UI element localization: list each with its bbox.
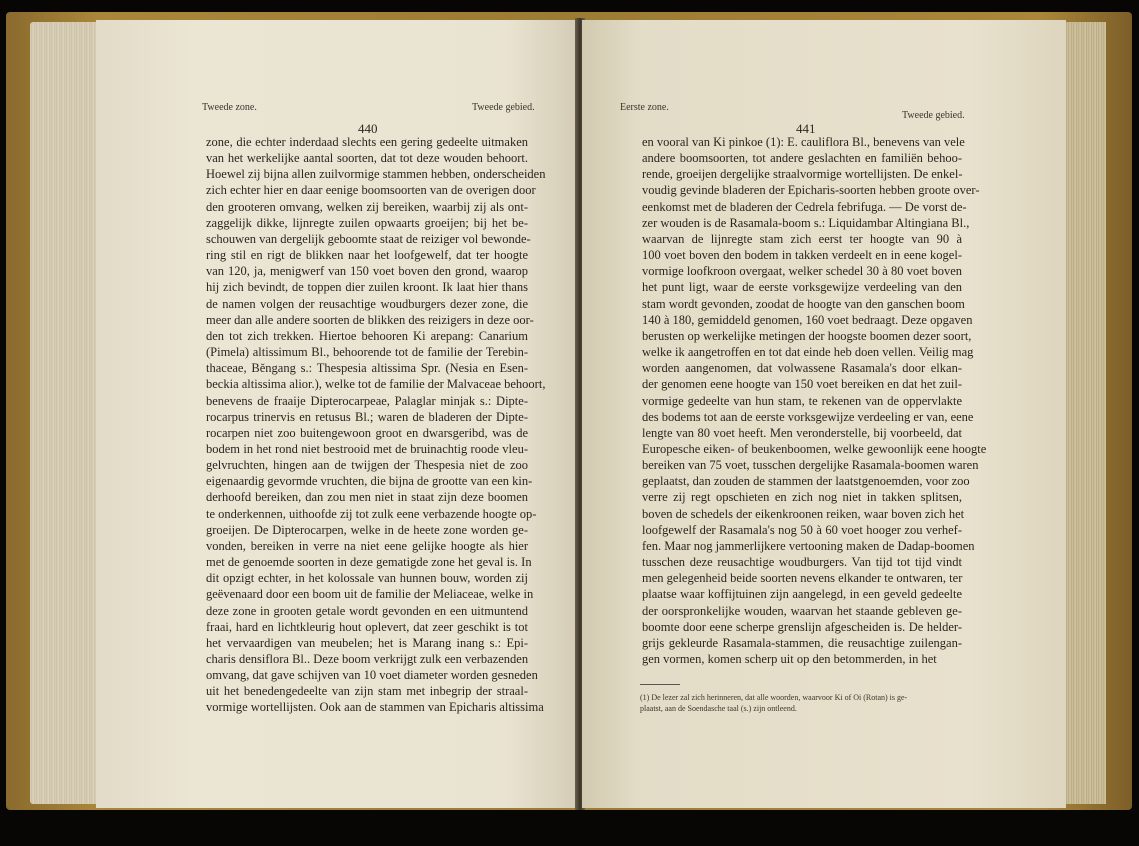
text-line: 100 voet boven den bodem in takken verdeelt en in eene kogel- <box>642 248 962 263</box>
left-section-head: Tweede gebied. <box>472 102 535 113</box>
text-line: eenkomst met de bladeren der Cedrela febrifuga. — De vorst de- <box>642 199 967 214</box>
text-line: groeijen. De Dipterocarpen, welke in de heete zone worden ge- <box>206 522 528 537</box>
text-line: (Pimela) altissimum Bl., behoorende tot de familie der Terebin- <box>206 345 528 360</box>
text-line: fen. Maar nog jammerlijkere vertooning maken de Dadap-boomen <box>642 538 975 553</box>
text-line: ring stil en rigt de blikken naar het loofgewelf, dat ter hoogte <box>206 248 528 263</box>
text-line: vormige wortellijsten. Ook aan de stammen van Epicharis altissima <box>206 700 544 715</box>
text-line: zer wouden is de Rasamala-boom s.: Liquidambar Altingiana Bl., <box>642 215 970 230</box>
text-line: geplaatst, dan zouden de stammen der laatstgenoemden, voor zoo <box>642 474 970 489</box>
right-running-head: Eerste zone. <box>620 102 669 113</box>
footnote <box>640 692 960 714</box>
text-line: andere boomsoorten, tot andere geslachten en familiën behoo- <box>642 151 962 166</box>
text-line: eigenaardig gevormde vruchten, die bijna de grootte van een kin- <box>206 474 533 489</box>
text-line: men gelegenheid beide soorten nevens elkander te ontwaren, ter <box>642 571 963 586</box>
text-line: deze zone in grooten getale wordt gevonden en een uitmuntend <box>206 603 528 618</box>
text-line: en vooral van Ki pinkoe (1): E. cauliflora Bl., benevens van vele <box>642 135 965 149</box>
right-page-number: 441 <box>796 121 816 136</box>
text-line: des bodems tot aan de eerste vorksgewijze verdeeling er van, eene <box>642 409 974 424</box>
text-line: uit het benedengedeelte van zijn stam met inbegrip der straal- <box>206 684 528 699</box>
left-page <box>96 20 578 808</box>
text-line: verre zij regt opschieten en zich nog niet in takken splitsen, <box>642 490 962 505</box>
text-line: plaatse waar koffijtuinen zijn aangelegd, in een geveld gedeelte <box>642 587 962 602</box>
left-running-head: Tweede zone. <box>202 102 257 113</box>
text-line: grijs gekleurde Rasamala-stammen, die reusachtige zuilengan- <box>642 635 962 650</box>
text-line: worden aangenomen, dat volwassene Rasamala's door elkan- <box>642 361 962 376</box>
text-line: vormige loofkroon overgaat, welker schedel 30 à 80 voet boven <box>642 264 962 279</box>
text-line: berusten op werkelijke metingen der hoogste boomen dezer soort, <box>642 328 972 343</box>
text-line: derhoofd bereiken, dan zou men niet in staat zijn deze boomen <box>206 490 528 505</box>
text-line: charis densiflora Bl.. Deze boom verkrijgt zulk een verbazenden <box>206 652 529 666</box>
text-line: het vervaardigen van meubelen; het is Marang inang s.: Epi- <box>206 635 528 650</box>
text-line: waarvan de lijnregte stam zich eerst ter hoogte van 90 à <box>642 231 962 246</box>
text-line: den grooteren omvang, welken zij bereiken, waarbij zij als ont- <box>206 199 528 214</box>
left-body-text <box>206 134 546 716</box>
footnote-rule <box>640 684 680 685</box>
text-line: omvang, dat gave schijven van 10 voet diameter worden gesneden <box>206 668 538 683</box>
text-line: boomte door eene scherpe grenslijn afgescheiden is. De helder- <box>642 619 962 634</box>
text-line: boven de schedels der eikenkroonen reiken, waar boven zich het <box>642 506 965 521</box>
text-line: vonden, bereiken in verre na niet eene gelijke hoogte als hier <box>206 538 528 553</box>
text-line: geëvenaard door een boom uit de familie der Meliaceae, welke in <box>206 587 534 602</box>
text-line: 140 à 180, gemiddeld genomen, 160 voet bedraagt. Deze opgaven <box>642 312 973 327</box>
text-line: der genomen eene hoogte van 150 voet bereiken en dat het zuil- <box>642 377 962 392</box>
text-line: hij zich bevindt, de toppen dier zuilen kroont. Ik laat hier thans <box>206 280 528 295</box>
text-line: bereiken van 75 voet, tusschen dergelijke Rasamala-boomen waren <box>642 458 979 473</box>
text-line: bodem in het rond niet bestrooid met de bruinachtig roode vleu- <box>206 441 528 456</box>
text-line: van het werkelijke aantal soorten, dat tot deze wouden behoort. <box>206 151 528 166</box>
text-line: tusschen deze reusachtige woudburgers. Van tijd tot tijd vindt <box>642 555 962 570</box>
text-line: voudig gevinde bladeren der Epicharis-soorten hebben groote over- <box>642 183 980 198</box>
text-line: thaceae, Běngang s.: Thespesia altissima Spr. (Nesia en Esen- <box>206 361 528 376</box>
text-line: te onderkennen, uithoofde zij tot zulk eene verbazende hoogte op- <box>206 506 537 521</box>
text-line: lengte van 80 voet heeft. Men veronderstelle, bij voorbeeld, dat <box>642 425 962 440</box>
text-line: zich echter hier en daar eenige boomsoorten van de overigen door <box>206 183 536 198</box>
text-line: beckia altissima alior.), welke tot de familie der Malvaceae behoort, <box>206 377 546 392</box>
text-line: rocarpen niet zoo buitengewoon groot en dwarsgeribd, was de <box>206 425 528 440</box>
text-line: van 120, ja, menigwerf van 150 voet boven den grond, waarop <box>206 264 528 279</box>
right-section-head: Tweede gebied. <box>902 110 965 121</box>
text-line: vormige gedeelte van hun stam, te rekenen van de oppervlakte <box>642 393 962 408</box>
text-line: der oorspronkelijke wouden, waarvan het staande gebleven ge- <box>642 603 962 618</box>
text-line: Hoewel zij bijna allen zuilvormige stammen hebben, onderscheiden <box>206 167 546 182</box>
text-line: gen vormen, komen scherp uit op den betommerden, in het <box>642 652 937 666</box>
text-line: (1) De lezer zal zich herinneren, dat alle woorden, waarvoor Ki of Oi (Rotan) is ge- <box>640 693 908 702</box>
text-line: welke ik aangetroffen en tot dat einde heb doen vellen. Veilig mag <box>642 345 974 360</box>
text-line: het punt ligt, waar de eerste vorksgewijze verdeeling van den <box>642 280 962 295</box>
text-line: de namen volgen der reusachtige woudburgers dezer zone, die <box>206 296 528 311</box>
text-line: dit opzigt echter, in het kolossale van hunnen bouw, worden zij <box>206 571 528 586</box>
text-line: den tot zich trekken. Hiertoe behooren Ki arepang: Canarium <box>206 328 528 343</box>
right-page-edges <box>1062 22 1106 804</box>
right-body-text <box>642 134 987 667</box>
text-line: meer dan alle andere soorten de blikken des reizigers in deze oor- <box>206 312 534 327</box>
text-line: met de genoemde soorten in deze gematigde zone het geval is. In <box>206 555 532 570</box>
text-line: Europesche eiken- of beukenboomen, welke gewoonlijk eene hoogte <box>642 441 987 456</box>
text-line: zone, die echter inderdaad slechts een gering gedeelte uitmaken <box>206 135 528 149</box>
text-line: loofgewelf der Rasamala's nog 50 à 60 voet hooger zou verhef- <box>642 522 962 537</box>
right-page <box>582 20 1066 808</box>
text-line: schouwen van dergelijk geboomte staat de reiziger vol bewonde- <box>206 231 531 246</box>
text-line: plaatst, aan de Soendasche taal (s.) zijn ontleend. <box>640 704 797 713</box>
text-line: benevens de fraaije Dipterocarpeae, Palaglar minjak s.: Dipte- <box>206 393 528 408</box>
text-line: rocarpus trinervis en retusus Bl.; waren de bladeren der Dipte- <box>206 409 528 424</box>
text-line: rende, groeijen dergelijke straalvormige wortellijsten. De enkel- <box>642 167 963 182</box>
text-line: zaggelijk dikke, lijnregte zuilen opwaarts groeijen; bij het be- <box>206 215 528 230</box>
left-page-number: 440 <box>358 121 378 136</box>
text-line: gelvruchten, hingen aan de twijgen der Thespesia niet de zoo <box>206 458 528 473</box>
text-line: stam wordt gevonden, zoodat de hoogte van den ganschen boom <box>642 296 965 311</box>
text-line: fraai, hard en lichtkleurig hout oplevert, dat zeer geschikt is tot <box>206 619 528 634</box>
